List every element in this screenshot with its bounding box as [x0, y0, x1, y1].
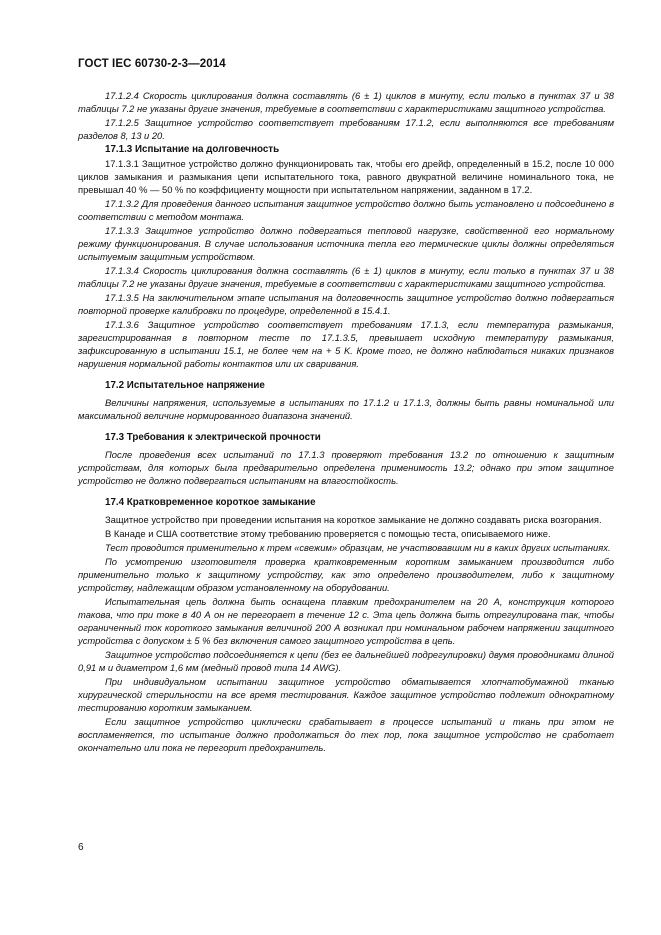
section-heading-17-3: 17.3 Требования к электрической прочности	[105, 432, 321, 443]
paragraph-17-4-body-6: Защитное устройство подсоединяется к цепи (без ее дальнейшей подрегулировки) двумя проводниками длиной 0,91 м и диаметром 1,6 мм (медный провод типа 14 AWG).	[78, 649, 614, 673]
paragraph-17-1-3-2: 17.1.3.2 Для проведения данного испытания защитное устройство должно быть установлено и подсоединено в соответствии с методом монтажа.	[78, 198, 614, 222]
paragraph-17-4-body-3: Тест проводится применительно к трем «свежим» образцам, не участвовавшим ни в каких других испытаниях.	[105, 542, 611, 553]
paragraph-17-4-body-1: Защитное устройство при проведении испытания на короткое замыкание не должно создавать риска возгорания.	[105, 514, 602, 525]
paragraph-17-1-3-1: 17.1.3.1 Защитное устройство должно функционировать так, чтобы его дрейф, определенный в 15.2, после 10 000 циклов замыкания и размыкания цепи испытательного тока, равного двукратной величине номинального тока, не превышал 40 % — 50 % по коэффициенту мощности при испытательном напряжении, заданном в 17.2.	[78, 158, 614, 195]
subheading-17-1-3: 17.1.3 Испытание на долговечность	[105, 144, 280, 155]
paragraph-17-1-3-4: 17.1.3.4 Скорость циклирования должна составлять (6 ± 1) циклов в минуту, если только в пунктах 37 и 38 таблицы 7.2 не указаны другие значения, требуемые в соответствии с характеристиками защитного устройства.	[78, 265, 614, 289]
paragraph-17-1-3-3: 17.1.3.3 Защитное устройство должно подвергаться тепловой нагрузке, свойственной его нормальному режиму функционирования. В случае использования источника тепла его термические циклы должны определяться испытуемым защитным устройством.	[78, 225, 614, 262]
paragraph-17-4-body-8: Если защитное устройство циклически срабатывает в процессе испытаний и ткань при этом не воспламеняется, то испытание должно продолжаться до тех пор, пока защитное устройство не сработает окончательно или пока не перегорит предохранитель.	[78, 716, 614, 753]
paragraph-17-1-2-4: 17.1.2.4 Скорость циклирования должна составлять (6 ± 1) циклов в минуту, если только в пунктах 37 и 38 таблицы 7.2 не указаны другие значения, требуемые в соответствии с характеристиками защитного устройства.	[78, 90, 614, 114]
document-page	[78, 58, 614, 755]
paragraph-17-3-body: После проведения всех испытаний по 17.1.3 проверяют требования 13.2 по отношению к защитным устройствам, для которых была предварительно определена применимость 13.2; однако при этом защитное устройство не должно подвергаться испытаниям на влагостойкость.	[78, 449, 614, 486]
paragraph-17-4-body-4: По усмотрению изготовителя проверка кратковременным коротким замыканием производится либо применительно только к защитному устройству, как это определено производителем, либо к защитному устройству, надлежащим образом установленному на оборудовании.	[78, 556, 614, 593]
section-heading-17-4: 17.4 Кратковременное короткое замыкание	[105, 497, 316, 508]
section-heading-17-2: 17.2 Испытательное напряжение	[105, 380, 265, 391]
paragraph-17-1-3-5: 17.1.3.5 На заключительном этапе испытания на долговечность защитное устройство должно подвергаться повторной проверке калибровки по процедуре, определенной в 15.4.1.	[78, 292, 614, 316]
document-header: ГОСТ IEC 60730-2-3—2014	[78, 58, 226, 70]
paragraph-17-4-body-5: Испытательная цепь должна быть оснащена плавким предохранителем на 20 А, конструкция которого такова, что при токе в 40 А он не перегорает в течение 12 с. Эта цепь должна быть отрегулирована так, чтобы ограниченный ток короткого замыкания величиной 200 А возникал при номинальном рабочем напряжении защитного устройства с допуском ± 5 % без включения самого защитного устройства в цепь.	[78, 596, 614, 646]
paragraph-17-4-body-7: При индивидуальном испытании защитное устройство обматывается хлопчатобумажной тканью хирургической стерильности на все время тестирования. Каждое защитное устройство подлежит однократному тестированию коротким замыканием.	[78, 676, 614, 713]
page-number: 6	[78, 842, 84, 853]
paragraph-17-2-body: Величины напряжения, используемые в испытаниях по 17.1.2 и 17.1.3, должны быть равны номинальной или максимальной величине нормированного диапазона значений.	[78, 397, 614, 421]
paragraph-17-1-2-5: 17.1.2.5 Защитное устройство соответствует требованиям 17.1.2, если выполняются все требованиям разделов 8, 13 и 20.	[78, 117, 614, 141]
paragraph-17-1-3-6: 17.1.3.6 Защитное устройство соответствует требованиям 17.1.3, если температура размыкания, зарегистрированная в повторном тесте по 17.1.3.5, превышает исходную температуру размыкания, зафиксированную в испытании 15.1, не более чем на + 5 K. Кроме того, не должно наблюдаться никаких признаков нарушения нормальной работы контактов или их сваривания.	[78, 319, 614, 369]
paragraph-17-4-body-2: В Канаде и США соответствие этому требованию проверяется с помощью теста, описываемого ниже.	[105, 528, 551, 539]
